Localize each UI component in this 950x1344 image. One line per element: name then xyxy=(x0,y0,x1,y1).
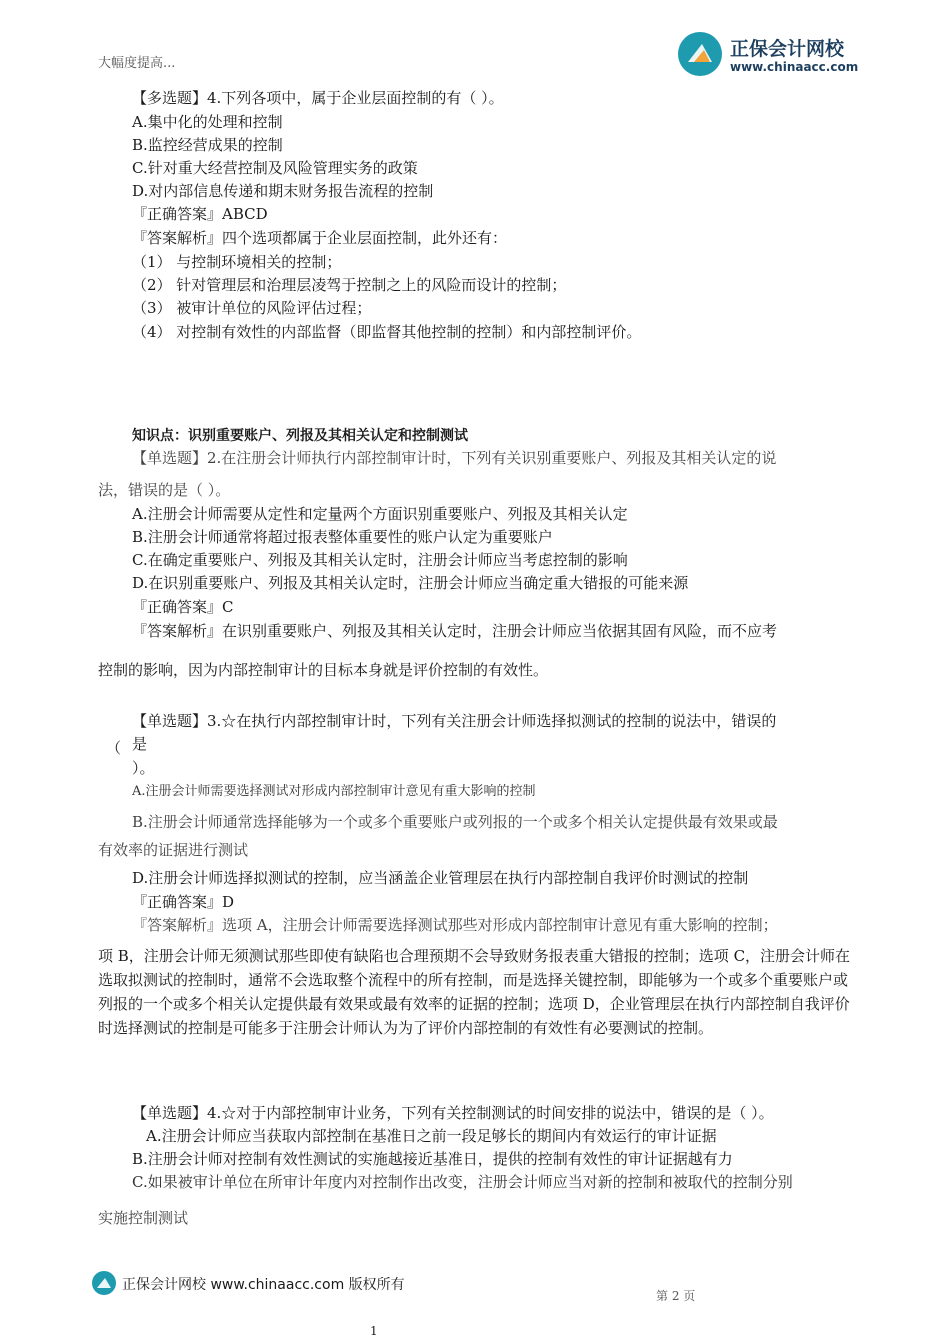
q3-option-b-line1: B.注册会计师通常选择能够为一个或多个重要账户或列报的一个或多个相关认定提供最有效果或最 xyxy=(132,813,778,831)
brand-logo[interactable] xyxy=(678,28,878,78)
q2-option-c: C.在确定重要账户、列报及其相关认定时，注册会计师应当考虑控制的影响 xyxy=(132,551,628,569)
q1-analysis: 『答案解析』四个选项都属于企业层面控制，此外还有： xyxy=(132,229,508,247)
header-fragment: 大幅度提高... xyxy=(98,56,176,71)
q3-stem-paren: （ xyxy=(106,739,122,757)
footer-copyright: 正保会计网校 www.chinaacc.com 版权所有 xyxy=(122,1277,405,1293)
q1-option-d: D.对内部信息传递和期末财务报告流程的控制 xyxy=(132,182,434,200)
q1-option-c: C.针对重大经营控制及风险管理实务的政策 xyxy=(132,159,418,177)
q3-stem-is: 是 xyxy=(132,735,148,753)
q1-point-4: （4） 对控制有效性的内部监督（即监督其他控制的控制）和内部控制评价。 xyxy=(132,323,642,341)
q4-stem: 【单选题】4.☆对于内部控制审计业务，下列有关控制测试的时间安排的说法中，错误的是（ ）。 xyxy=(132,1104,774,1122)
q3-stem-line2: ）。 xyxy=(132,759,155,777)
logo-name: 正保会计网校 xyxy=(730,38,845,60)
q3-stem-line1: 【单选题】3.☆在执行内部控制审计时，下列有关注册会计师选择拟测试的控制的说法中，错误的 xyxy=(132,712,777,730)
q2-stem-line1: 【单选题】2.在注册会计师执行内部控制审计时，下列有关识别重要账户、列报及其相关认定的说 xyxy=(132,449,777,467)
q1-option-a: A.集中化的处理和控制 xyxy=(132,113,283,131)
q3-option-b-line2: 有效率的证据进行测试 xyxy=(98,841,249,859)
q4-option-c-line2: 实施控制测试 xyxy=(98,1209,189,1227)
logo-url: www.chinaacc.com xyxy=(730,60,859,74)
q3-analysis-body: 项 B，注册会计师无须测试那些即使有缺陷也合理预期不会导致财务报表重大错报的控制；选项 C，注册会计师在选取拟测试的控制时，通常不会选取整个流程中的所有控制，而是选择关键控制，即能够为一个或多个重要账户或列报的一个或多个相关认定提供最有效果或最有效率的证据的控制；选项 D，企业管理层在执行内部控制自我评价时选择测试的控制是可能多于注册会计师认为为了评价内部控制的有效性有必要测试的控制。 xyxy=(98,947,851,1037)
q1-point-1: （1） 与控制环境相关的控制； xyxy=(132,253,342,271)
q4-option-c-line1: C.如果被审计单位在所审计年度内对控制作出改变，注册会计师应当对新的控制和被取代的控制分别 xyxy=(132,1173,793,1191)
page-number: 1 xyxy=(370,1324,378,1338)
q2-analysis-line1: 『答案解析』在识别重要账户、列报及其相关认定时，注册会计师应当依据其固有风险，而不应考 xyxy=(132,622,778,640)
footer-logo-icon xyxy=(92,1271,116,1295)
q2-answer: 『正确答案』C xyxy=(132,598,234,616)
q3-analysis-line1: 『答案解析』选项 A，注册会计师需要选择测试那些对形成内部控制审计意见有重大影响的控制； xyxy=(132,916,778,934)
q2-analysis-line2: 控制的影响，因为内部控制审计的目标本身就是评价控制的有效性。 xyxy=(98,661,549,679)
q3-option-d: D.注册会计师选择拟测试的控制，应当涵盖企业管理层在执行内部控制自我评价时测试的控制 xyxy=(132,869,749,887)
q2-stem-line2: 法，错误的是（ ）。 xyxy=(98,481,231,499)
logo-icon xyxy=(678,32,722,76)
q1-point-2: （2） 针对管理层和治理层凌驾于控制之上的风险而设计的控制； xyxy=(132,276,567,294)
q3-option-a: A.注册会计师需要选择测试对形成内部控制审计意见有重大影响的控制 xyxy=(132,784,536,799)
knowledge-title: 知识点：识别重要账户、列报及其相关认定和控制测试 xyxy=(132,428,468,444)
q1-option-b: B.监控经营成果的控制 xyxy=(132,136,283,154)
q2-option-b: B.注册会计师通常将超过报表整体重要性的账户认定为重要账户 xyxy=(132,528,553,546)
q3-answer: 『正确答案』D xyxy=(132,893,235,911)
q1-answer: 『正确答案』ABCD xyxy=(132,205,268,223)
q1-point-3: （3） 被审计单位的风险评估过程； xyxy=(132,299,372,317)
q4-option-a: A.注册会计师应当获取内部控制在基准日之前一段足够长的期间内有效运行的审计证据 xyxy=(146,1127,717,1145)
q2-option-d: D.在识别重要账户、列报及其相关认定时，注册会计师应当确定重大错报的可能来源 xyxy=(132,574,689,592)
q2-option-a: A.注册会计师需要从定性和定量两个方面识别重要账户、列报及其相关认定 xyxy=(132,505,628,523)
q1-stem: 【多选题】4.下列各项中，属于企业层面控制的有（ ）。 xyxy=(132,89,504,107)
footer-page-label: 第 2 页 xyxy=(656,1289,696,1303)
q4-option-b: B.注册会计师对控制有效性测试的实施越接近基准日，提供的控制有效性的审计证据越有力 xyxy=(132,1150,733,1168)
